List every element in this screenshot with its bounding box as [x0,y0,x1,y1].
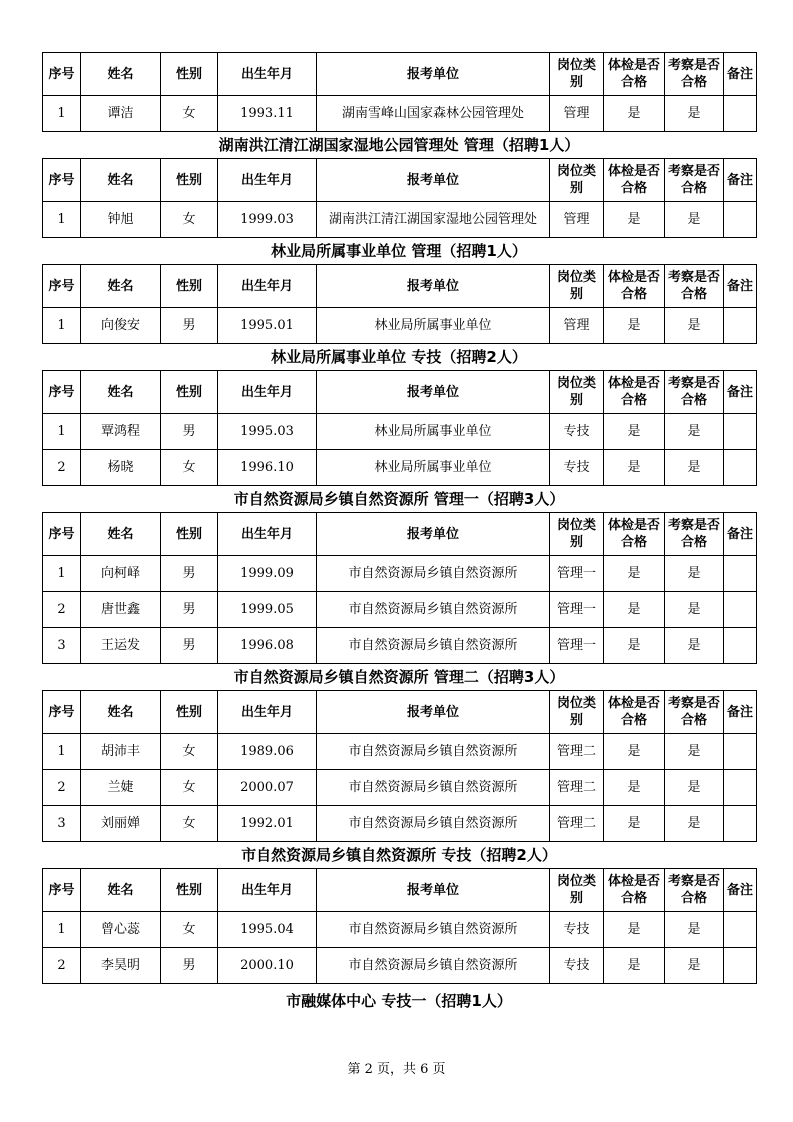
header-label: 序号 [48,526,75,542]
cell-health-check: 是 [604,592,665,628]
cell-unit: 市自然资源局乡镇自然资源所 [317,948,550,984]
cell-birth: 1995.01 [218,308,317,344]
header-label: 出生年月 [240,172,293,188]
cell-seq: 2 [43,592,81,628]
candidate-table [42,158,757,238]
header-health-check [604,159,665,202]
cell-post-type: 管理 [550,308,604,344]
header-gender [161,159,218,202]
header-seq [43,53,81,96]
header-remark [724,691,757,734]
header-birth [218,691,317,734]
header-label: 岗位类别 [556,874,596,906]
cell-birth: 2000.07 [218,770,317,806]
header-remark [724,371,757,414]
cell-name: 向柯峄 [81,556,161,592]
header-label: 报考单位 [406,704,459,720]
header-label: 出生年月 [240,882,293,898]
header-seq [43,159,81,202]
cell-name: 兰婕 [81,770,161,806]
cell-seq: 1 [43,96,81,132]
header-birth [218,53,317,96]
header-seq [43,869,81,912]
table-row [43,770,757,806]
header-name [81,53,161,96]
header-label: 序号 [48,172,75,188]
table-row [43,96,757,132]
header-gender [161,691,218,734]
header-birth [218,159,317,202]
cell-seq: 1 [43,414,81,450]
header-label: 序号 [48,66,75,82]
cell-birth: 1993.11 [218,96,317,132]
cell-unit: 林业局所属事业单位 [317,308,550,344]
header-label: 考察是否合格 [667,58,720,90]
header-label: 姓名 [107,882,134,898]
header-label: 序号 [48,882,75,898]
cell-gender: 女 [161,770,218,806]
header-post-type [550,869,604,912]
table-header-row [43,53,757,96]
table-row [43,414,757,450]
header-gender [161,53,218,96]
header-label: 体检是否合格 [607,696,660,728]
candidate-table [42,52,757,132]
header-inspection [665,53,724,96]
cell-gender: 男 [161,556,218,592]
cell-gender: 女 [161,734,218,770]
cell-seq: 1 [43,202,81,238]
header-label: 序号 [48,278,75,294]
cell-gender: 男 [161,308,218,344]
header-remark [724,513,757,556]
section-title: 市自然资源局乡镇自然资源所 专技（招聘2人） [241,846,557,864]
cell-inspection: 是 [665,202,724,238]
cell-unit: 湖南雪峰山国家森林公园管理处 [317,96,550,132]
section-title: 市融媒体中心 专技一（招聘1人） [286,992,512,1010]
header-seq [43,513,81,556]
header-gender [161,869,218,912]
table-header-row [43,371,757,414]
cell-health-check: 是 [604,450,665,486]
cell-health-check: 是 [604,202,665,238]
cell-seq: 2 [43,770,81,806]
cell-gender: 女 [161,806,218,842]
cell-remark [724,414,757,450]
cell-birth: 1999.05 [218,592,317,628]
cell-gender: 男 [161,414,218,450]
header-inspection [665,265,724,308]
cell-post-type: 专技 [550,948,604,984]
cell-name: 刘丽婵 [81,806,161,842]
candidate-table [42,264,757,344]
header-seq [43,371,81,414]
header-label: 岗位类别 [556,58,596,90]
header-label: 体检是否合格 [607,270,660,302]
cell-post-type: 管理一 [550,628,604,664]
header-label: 体检是否合格 [607,874,660,906]
cell-birth: 1995.03 [218,414,317,450]
section-title: 林业局所属事业单位 管理（招聘1人） [271,242,527,260]
header-unit [317,513,550,556]
cell-name: 杨晓 [81,450,161,486]
cell-birth: 1999.09 [218,556,317,592]
cell-inspection: 是 [665,96,724,132]
header-birth [218,869,317,912]
header-birth [218,265,317,308]
header-post-type [550,513,604,556]
header-label: 备注 [726,882,753,898]
header-label: 出生年月 [240,704,293,720]
header-remark [724,53,757,96]
cell-name: 覃鸿程 [81,414,161,450]
cell-health-check: 是 [604,414,665,450]
header-post-type [550,265,604,308]
header-unit [317,159,550,202]
header-post-type [550,371,604,414]
cell-remark [724,308,757,344]
cell-name: 曾心蕊 [81,912,161,948]
header-label: 性别 [175,526,202,542]
candidate-table [42,370,757,486]
header-label: 体检是否合格 [607,164,660,196]
header-name [81,159,161,202]
cell-inspection: 是 [665,628,724,664]
header-label: 考察是否合格 [667,376,720,408]
cell-remark [724,628,757,664]
header-label: 报考单位 [406,526,459,542]
cell-birth: 1996.08 [218,628,317,664]
cell-gender: 男 [161,948,218,984]
cell-gender: 女 [161,96,218,132]
cell-unit: 市自然资源局乡镇自然资源所 [317,556,550,592]
header-label: 岗位类别 [556,270,596,302]
cell-birth: 1989.06 [218,734,317,770]
header-label: 备注 [726,278,753,294]
cell-post-type: 管理一 [550,592,604,628]
header-label: 体检是否合格 [607,58,660,90]
table-row [43,592,757,628]
candidate-table [42,690,757,842]
header-health-check [604,53,665,96]
cell-name: 向俊安 [81,308,161,344]
cell-health-check: 是 [604,628,665,664]
cell-birth: 1996.10 [218,450,317,486]
header-label: 出生年月 [240,66,293,82]
document-body [42,52,756,1014]
cell-birth: 1995.04 [218,912,317,948]
section-title: 林业局所属事业单位 专技（招聘2人） [271,348,527,366]
section-title: 湖南洪江清江湖国家湿地公园管理处 管理（招聘1人） [218,136,580,154]
cell-unit: 林业局所属事业单位 [317,414,550,450]
cell-post-type: 管理二 [550,734,604,770]
table-header-row [43,691,757,734]
cell-inspection: 是 [665,806,724,842]
cell-unit: 湖南洪江清江湖国家湿地公园管理处 [317,202,550,238]
cell-health-check: 是 [604,734,665,770]
header-health-check [604,869,665,912]
cell-post-type: 专技 [550,414,604,450]
table-header-row [43,265,757,308]
page-footer: 第 2 页，共 6 页 [347,1062,446,1077]
header-label: 体检是否合格 [607,518,660,550]
header-label: 报考单位 [406,278,459,294]
table-row [43,912,757,948]
header-unit [317,691,550,734]
cell-seq: 3 [43,806,81,842]
cell-post-type: 管理 [550,202,604,238]
cell-post-type: 管理二 [550,770,604,806]
header-seq [43,691,81,734]
table-row [43,556,757,592]
cell-name: 李昊明 [81,948,161,984]
header-remark [724,265,757,308]
cell-health-check: 是 [604,806,665,842]
header-inspection [665,513,724,556]
header-health-check [604,265,665,308]
header-birth [218,513,317,556]
header-name [81,265,161,308]
header-unit [317,869,550,912]
header-label: 岗位类别 [556,376,596,408]
header-label: 性别 [175,66,202,82]
cell-health-check: 是 [604,912,665,948]
header-label: 报考单位 [406,66,459,82]
cell-remark [724,770,757,806]
cell-seq: 1 [43,912,81,948]
header-label: 备注 [726,172,753,188]
cell-seq: 1 [43,308,81,344]
header-label: 姓名 [107,66,134,82]
header-unit [317,265,550,308]
header-remark [724,869,757,912]
cell-gender: 女 [161,912,218,948]
cell-seq: 3 [43,628,81,664]
table-row [43,734,757,770]
cell-post-type: 专技 [550,450,604,486]
header-label: 性别 [175,704,202,720]
header-label: 性别 [175,384,202,400]
cell-remark [724,450,757,486]
cell-unit: 市自然资源局乡镇自然资源所 [317,806,550,842]
header-health-check [604,691,665,734]
cell-unit: 市自然资源局乡镇自然资源所 [317,734,550,770]
header-unit [317,371,550,414]
cell-health-check: 是 [604,770,665,806]
header-inspection [665,869,724,912]
header-post-type [550,159,604,202]
cell-remark [724,592,757,628]
cell-remark [724,202,757,238]
cell-inspection: 是 [665,592,724,628]
cell-post-type: 专技 [550,912,604,948]
header-health-check [604,513,665,556]
cell-gender: 男 [161,592,218,628]
cell-remark [724,806,757,842]
header-name [81,371,161,414]
cell-post-type: 管理 [550,96,604,132]
cell-gender: 女 [161,450,218,486]
cell-inspection: 是 [665,414,724,450]
header-unit [317,53,550,96]
header-post-type [550,53,604,96]
header-label: 考察是否合格 [667,696,720,728]
header-name [81,691,161,734]
header-label: 报考单位 [406,882,459,898]
header-gender [161,513,218,556]
header-label: 岗位类别 [556,696,596,728]
cell-unit: 林业局所属事业单位 [317,450,550,486]
header-label: 体检是否合格 [607,376,660,408]
header-label: 备注 [726,704,753,720]
header-label: 序号 [48,384,75,400]
cell-post-type: 管理二 [550,806,604,842]
candidate-table [42,512,757,664]
header-label: 备注 [726,384,753,400]
header-remark [724,159,757,202]
header-label: 考察是否合格 [667,270,720,302]
cell-unit: 市自然资源局乡镇自然资源所 [317,770,550,806]
cell-inspection: 是 [665,912,724,948]
cell-inspection: 是 [665,450,724,486]
header-label: 备注 [726,526,753,542]
table-row [43,628,757,664]
header-label: 性别 [175,278,202,294]
cell-inspection: 是 [665,734,724,770]
header-label: 岗位类别 [556,518,596,550]
cell-health-check: 是 [604,96,665,132]
cell-unit: 市自然资源局乡镇自然资源所 [317,628,550,664]
cell-remark [724,556,757,592]
cell-unit: 市自然资源局乡镇自然资源所 [317,912,550,948]
cell-health-check: 是 [604,308,665,344]
cell-health-check: 是 [604,556,665,592]
table-row [43,806,757,842]
header-label: 姓名 [107,278,134,294]
section-title: 市自然资源局乡镇自然资源所 管理二（招聘3人） [233,668,565,686]
table-header-row [43,869,757,912]
header-gender [161,265,218,308]
table-row [43,948,757,984]
header-label: 姓名 [107,704,134,720]
cell-remark [724,734,757,770]
cell-health-check: 是 [604,948,665,984]
cell-name: 谭洁 [81,96,161,132]
header-gender [161,371,218,414]
cell-birth: 2000.10 [218,948,317,984]
section-title: 市自然资源局乡镇自然资源所 管理一（招聘3人） [233,490,565,508]
header-name [81,869,161,912]
cell-inspection: 是 [665,556,724,592]
cell-seq: 1 [43,734,81,770]
header-label: 考察是否合格 [667,518,720,550]
header-post-type [550,691,604,734]
header-name [81,513,161,556]
cell-name: 钟旭 [81,202,161,238]
header-inspection [665,159,724,202]
cell-inspection: 是 [665,770,724,806]
cell-gender: 男 [161,628,218,664]
header-seq [43,265,81,308]
cell-remark [724,96,757,132]
table-header-row [43,513,757,556]
cell-seq: 1 [43,556,81,592]
cell-inspection: 是 [665,948,724,984]
header-health-check [604,371,665,414]
candidate-table [42,868,757,984]
header-label: 考察是否合格 [667,164,720,196]
cell-birth: 1999.03 [218,202,317,238]
cell-name: 唐世鑫 [81,592,161,628]
header-label: 备注 [726,66,753,82]
header-label: 出生年月 [240,384,293,400]
cell-name: 胡沛丰 [81,734,161,770]
header-label: 报考单位 [406,384,459,400]
cell-seq: 2 [43,948,81,984]
header-label: 性别 [175,882,202,898]
cell-post-type: 管理一 [550,556,604,592]
table-row [43,202,757,238]
cell-unit: 市自然资源局乡镇自然资源所 [317,592,550,628]
cell-remark [724,912,757,948]
table-row [43,308,757,344]
header-label: 考察是否合格 [667,874,720,906]
header-label: 出生年月 [240,278,293,294]
header-birth [218,371,317,414]
header-label: 姓名 [107,526,134,542]
header-inspection [665,691,724,734]
header-label: 姓名 [107,384,134,400]
table-row [43,450,757,486]
header-label: 出生年月 [240,526,293,542]
cell-name: 王运发 [81,628,161,664]
header-label: 岗位类别 [556,164,596,196]
cell-remark [724,948,757,984]
header-label: 报考单位 [406,172,459,188]
cell-seq: 2 [43,450,81,486]
header-label: 序号 [48,704,75,720]
cell-birth: 1992.01 [218,806,317,842]
cell-gender: 女 [161,202,218,238]
table-header-row [43,159,757,202]
cell-inspection: 是 [665,308,724,344]
header-label: 性别 [175,172,202,188]
header-label: 姓名 [107,172,134,188]
header-inspection [665,371,724,414]
